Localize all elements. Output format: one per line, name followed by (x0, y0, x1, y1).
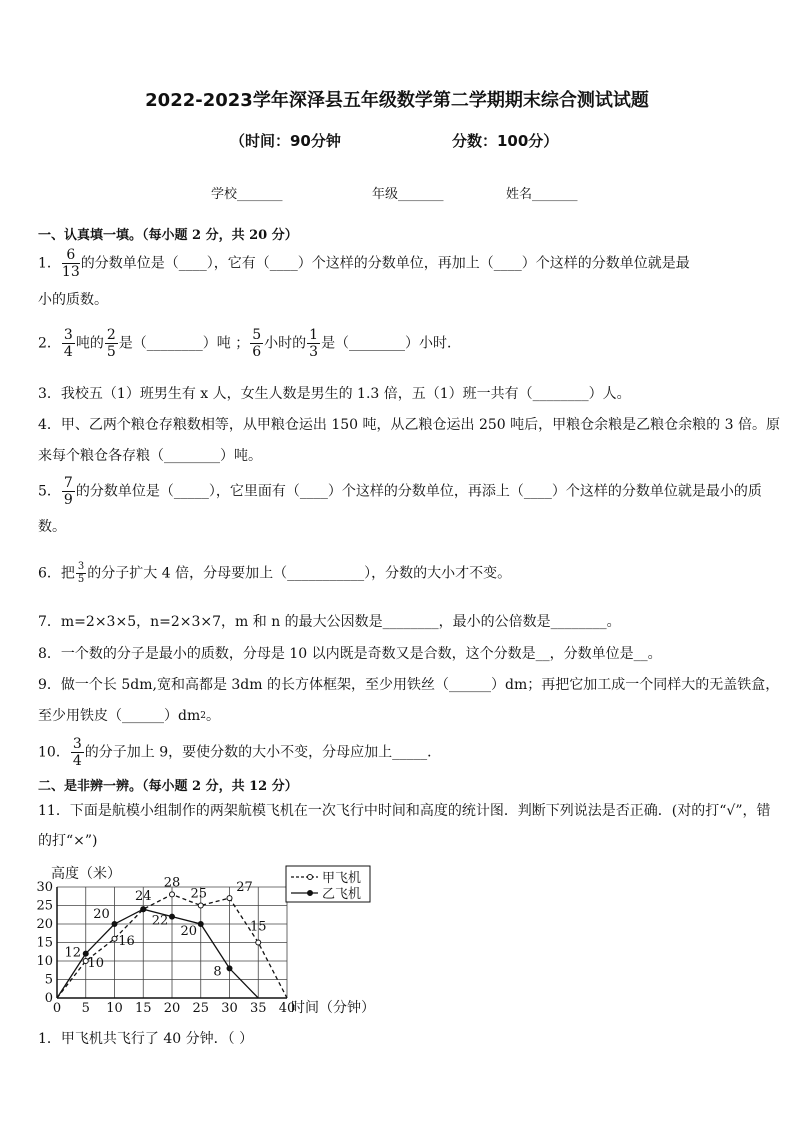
question-1-cont: 小的质数。 (38, 292, 108, 308)
fraction (62, 328, 75, 359)
data-label: 27 (236, 880, 253, 896)
data-label: 24 (134, 889, 152, 905)
y-tick-label: 10 (36, 954, 53, 969)
grade-field[interactable]: 年级_______ (372, 187, 444, 202)
denominator: 4 (63, 344, 73, 360)
x-tick-label: 40 (278, 1001, 296, 1016)
question-11-1: 1．甲飞机共飞行了 40 分钟．（ ） (38, 1031, 254, 1047)
fraction (62, 248, 80, 279)
data-point (112, 936, 117, 941)
data-label: 12 (64, 945, 82, 961)
data-label: 25 (190, 886, 208, 902)
question-4: 4．甲、乙两个粮仓存粮数相等，从甲粮仓运出 150 吨，从乙粮仓运出 250 吨后，甲粮仓余粮是乙粮仓余粮的 3 倍。原 (38, 417, 780, 433)
denominator: 3 (309, 344, 319, 360)
denominator: 9 (63, 492, 73, 508)
question-1 (38, 248, 690, 279)
data-point (170, 892, 175, 897)
numerator: 2 (106, 327, 116, 343)
exam-time: （时间：90分钟 (230, 132, 341, 150)
y-axis-label: 高度（米） (51, 866, 121, 882)
y-tick-label: 15 (36, 935, 53, 951)
data-label: 22 (151, 913, 169, 929)
x-tick-label: 35 (249, 1001, 267, 1016)
data-label: 20 (93, 907, 110, 922)
data-point (227, 896, 232, 901)
x-tick-label: 0 (52, 1001, 62, 1016)
legend-label: 乙飞机 (322, 887, 362, 902)
question-9: 9．做一个长 5dm,宽和高都是 3dm 的长方体框架，至少用铁丝（______）dm；再把它加工成一个同样大的无盖铁盒， (38, 677, 780, 693)
data-label: 16 (118, 933, 135, 949)
data-label: 10 (87, 956, 105, 971)
numerator: 3 (77, 561, 85, 572)
exam-score: 分数：100分） (452, 132, 559, 150)
section-1-heading: 一、认真填一填。（每小题 2 分，共 20 分） (38, 228, 298, 243)
data-label: 8 (213, 964, 222, 980)
fraction (62, 476, 75, 507)
x-tick-label: 30 (221, 1001, 238, 1016)
data-point (256, 940, 261, 945)
x-tick-label: 25 (192, 1001, 210, 1016)
x-tick-label: 5 (81, 1001, 90, 1016)
fraction (307, 328, 320, 359)
numerator: 5 (252, 327, 262, 343)
y-tick-label: 20 (36, 917, 53, 932)
numerator: 7 (63, 475, 73, 491)
school-field[interactable]: 学校_______ (211, 187, 283, 202)
data-point (198, 903, 203, 908)
question-prefix: 6．把 (38, 565, 75, 582)
question-text: 。 (205, 708, 220, 724)
question-4-cont: 来每个粮仓各存粮（________）吨。 (38, 448, 262, 464)
x-axis-label: 时间（分钟） (291, 1000, 375, 1016)
x-tick-label: 20 (163, 1001, 181, 1016)
denominator: 6 (252, 344, 262, 360)
data-label: 15 (249, 919, 267, 935)
y-tick-label: 25 (36, 898, 53, 914)
question-text: 的分数单位是（____），它有（____）个这样的分数单位，再加上（____）个这样的分数单位就是最 (80, 255, 690, 272)
question-3: 3．我校五（1）班男生有 x 人，女生人数是男生的 1.3 倍，五（1）班一共有（________）人。 (38, 386, 631, 402)
data-point (227, 966, 232, 971)
y-tick-label: 30 (36, 880, 53, 895)
question-number: 2． (38, 335, 61, 352)
question-5 (38, 476, 762, 507)
question-9-cont (38, 707, 220, 725)
x-tick-label: 15 (134, 1001, 152, 1016)
page-title: 2022-2023学年深泽县五年级数学第二学期期末综合测试试题 (145, 90, 649, 111)
data-point (83, 951, 88, 956)
data-point (170, 914, 175, 919)
data-label: 20 (180, 924, 198, 939)
y-tick-label: 0 (44, 991, 53, 1006)
question-6 (38, 562, 511, 585)
section-2-heading: 二、是非辨一辨。（每小题 2 分，共 12 分） (38, 779, 298, 794)
question-text: 是（________）吨 ； (118, 335, 250, 352)
name-field[interactable]: 姓名_______ (506, 187, 578, 202)
denominator: 5 (106, 344, 116, 360)
x-tick-label: 10 (106, 1001, 123, 1016)
numerator: 6 (62, 248, 80, 264)
numerator: 1 (309, 327, 319, 343)
numerator: 3 (63, 327, 73, 343)
question-text: 至少用铁皮（______）dm (38, 708, 201, 724)
question-11: 11．下面是航模小组制作的两架航模飞机在一次飞行中时间和高度的统计图．判断下列说法是否正确．(对的打“√”，错 (38, 803, 771, 819)
question-number: 5． (38, 483, 61, 500)
question-text: 小时的 (264, 335, 307, 352)
question-11-cont: 的打“×”) (38, 833, 98, 849)
question-7: 7．m=2×3×5，n=2×3×7，m 和 n 的最大公因数是________，最小的公倍数是________。 (38, 614, 621, 630)
fraction (76, 562, 86, 585)
data-point (112, 922, 117, 927)
denominator: 5 (77, 574, 85, 585)
question-number: 1． (38, 255, 61, 272)
legend-marker (308, 891, 313, 896)
question-10 (38, 737, 441, 768)
numerator: 3 (72, 736, 82, 752)
question-text: 的分子加上 9，要使分数的大小不变，分母应加上_____． (84, 744, 442, 761)
data-point (198, 922, 203, 927)
y-tick-label: 5 (44, 972, 53, 988)
question-text: 的分数单位是（_____），它里面有（____）个这样的分数单位，再添上（____）个这样的分数单位就是最小的质 (75, 483, 762, 500)
line-chart (30, 860, 390, 1020)
legend-label: 甲飞机 (322, 871, 362, 886)
data-point (141, 907, 146, 912)
question-number: 10． (38, 744, 70, 761)
superscript: 2 (200, 711, 206, 721)
question-8: 8．一个数的分子是最小的质数，分母是 10 以内既是奇数又是合数，这个分数是__，分数单位是__。 (38, 646, 662, 662)
fraction (250, 328, 263, 359)
question-text: 的分子扩大 4 倍，分母要加上（___________），分数的大小才不变。 (87, 565, 512, 582)
question-5-cont: 数。 (38, 519, 66, 535)
question-2 (38, 328, 461, 359)
data-label: 28 (163, 875, 181, 891)
question-text: 吨的 (75, 335, 104, 352)
denominator: 13 (61, 264, 80, 280)
denominator: 4 (72, 753, 82, 769)
fraction (71, 737, 84, 768)
fraction (105, 328, 118, 359)
legend-marker (308, 875, 313, 880)
question-text: 是（________）小时． (321, 335, 462, 352)
